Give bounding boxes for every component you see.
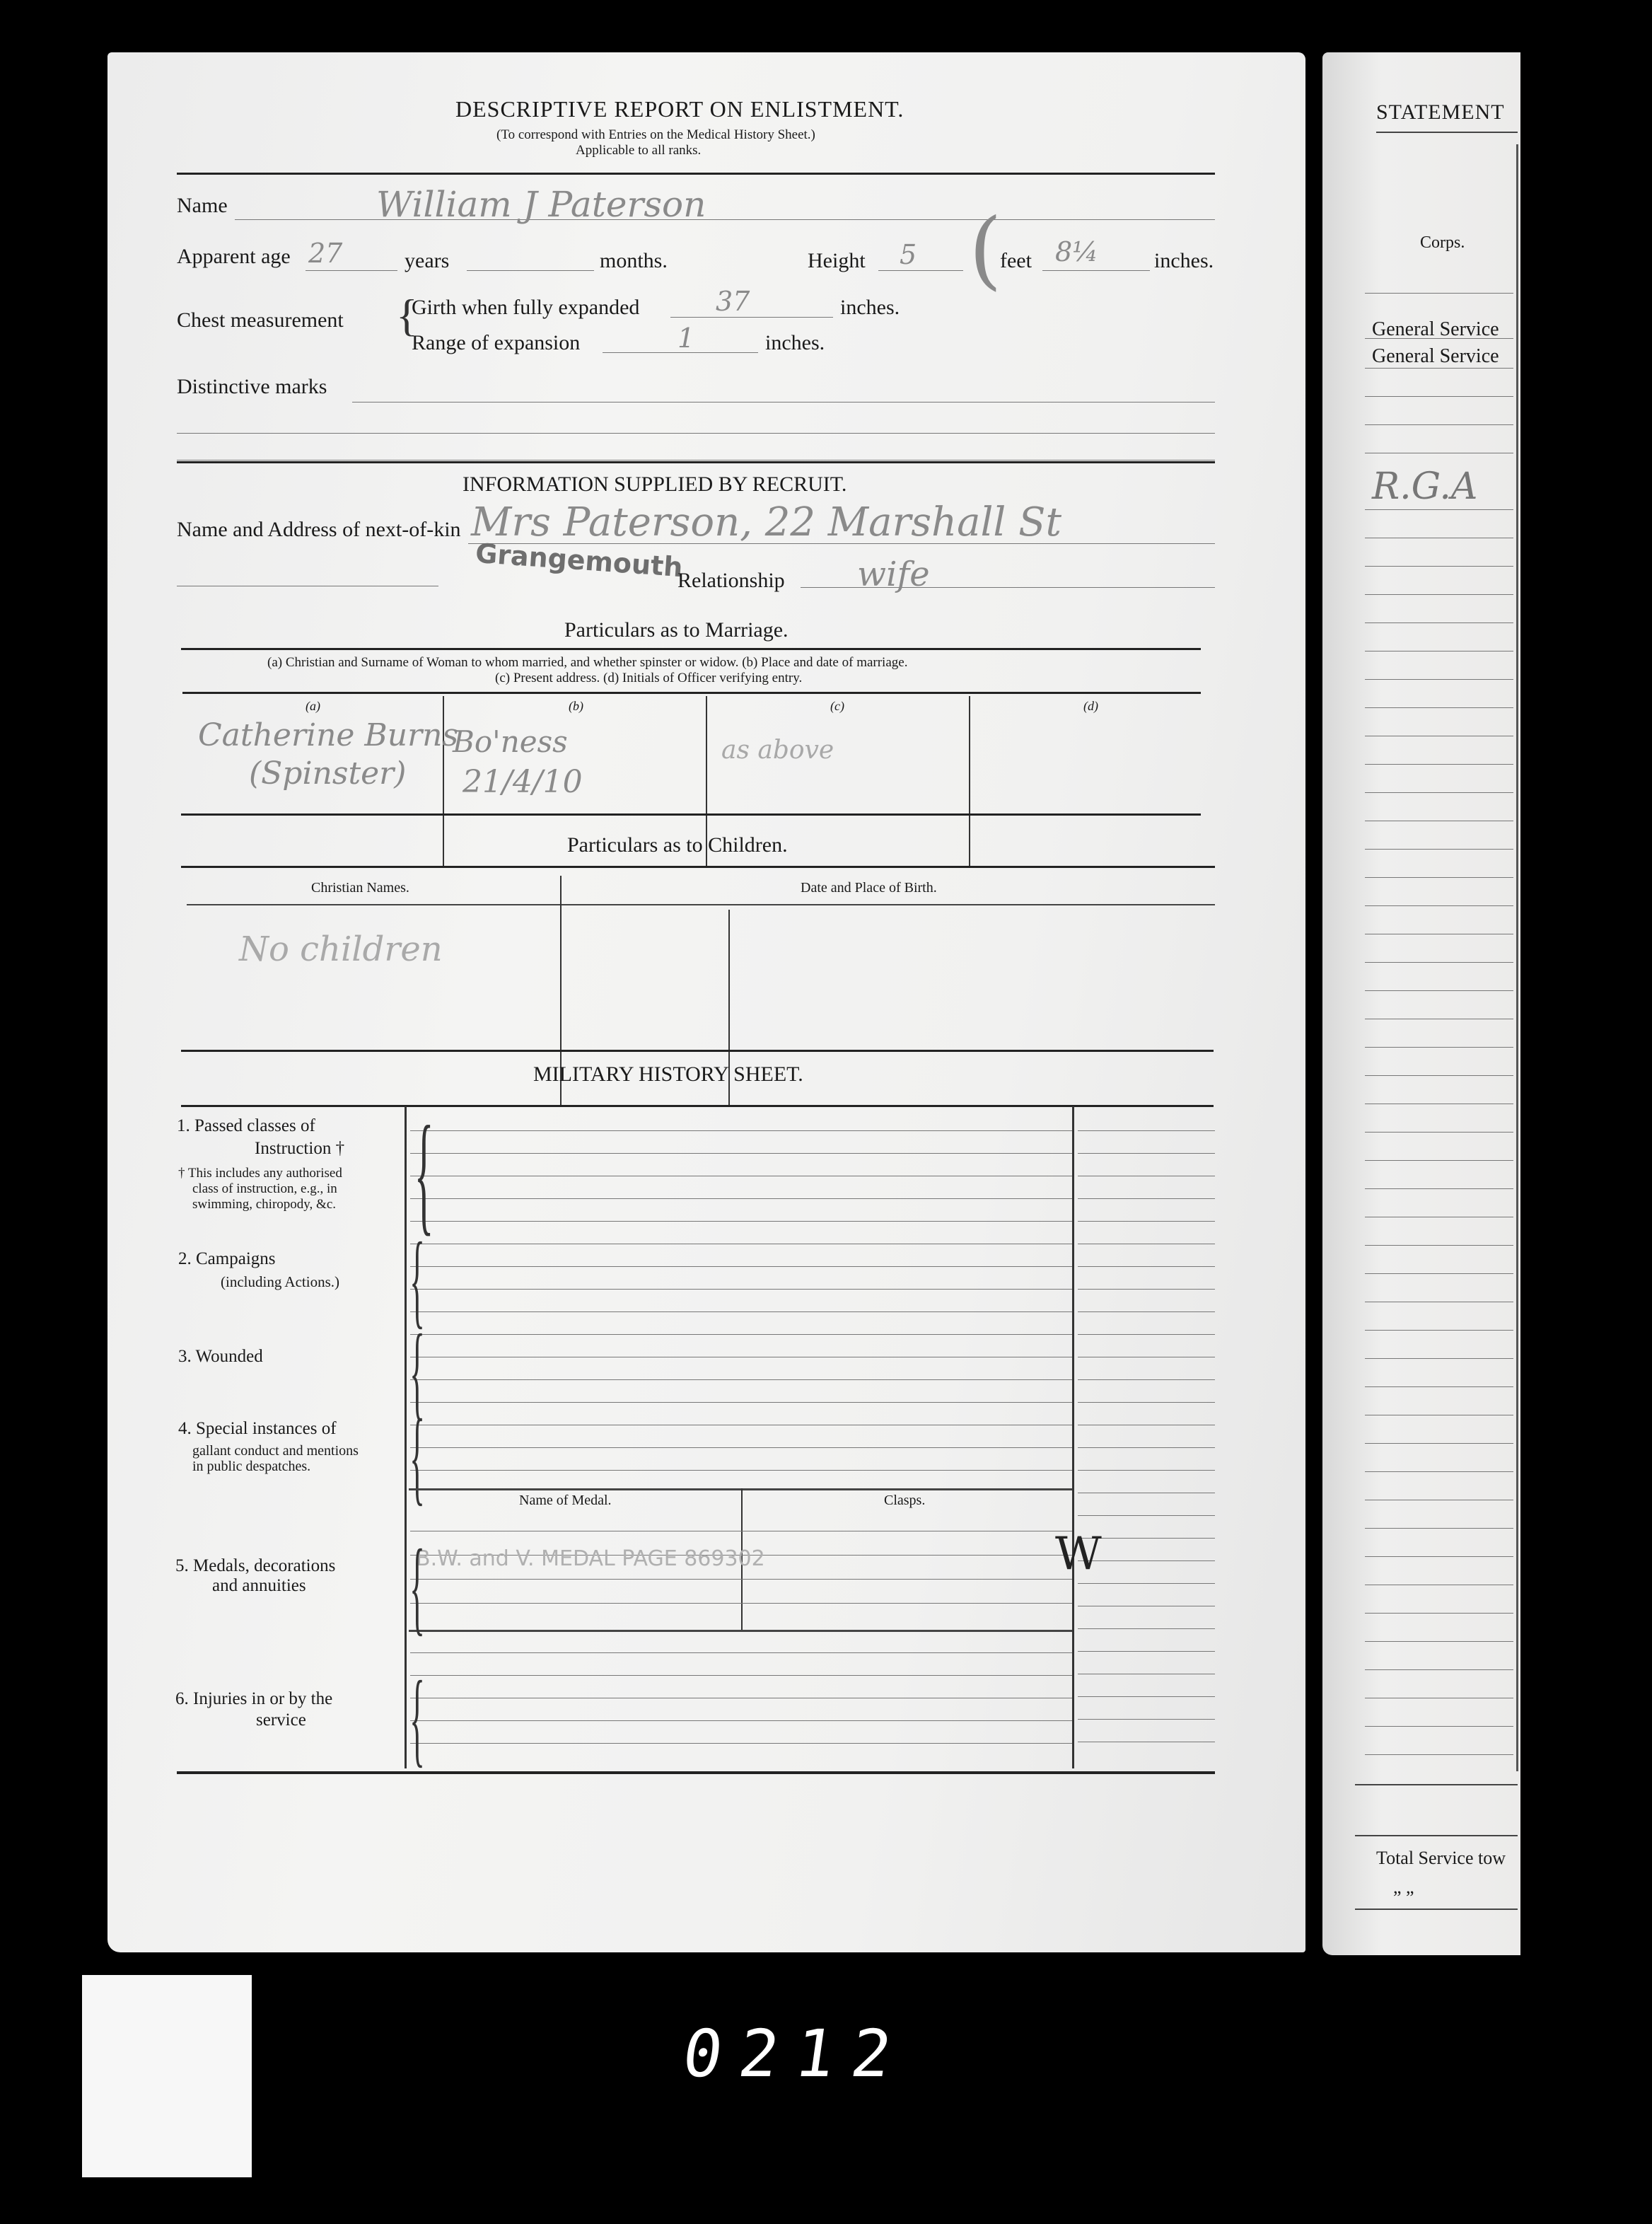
recruit-info-heading: INFORMATION SUPPLIED BY RECRUIT.: [463, 473, 847, 496]
children-value: No children: [239, 929, 443, 969]
years-label: years: [405, 249, 450, 272]
hand-brace-mark: (: [969, 201, 1002, 299]
mil-item1-e: swimming, chiropody, &c.: [192, 1197, 336, 1212]
mil-brace-5: {: [409, 1528, 425, 1645]
mil-brace-6: {: [409, 1660, 425, 1777]
side-gs1: General Service: [1372, 318, 1499, 340]
form-title: DESCRIPTIVE REPORT ON ENLISTMENT.: [455, 96, 904, 122]
feet-label: feet: [1000, 249, 1032, 272]
mil-item3: 3. Wounded: [178, 1347, 263, 1366]
mil-item4-a: 4. Special instances of: [178, 1419, 337, 1438]
kin-stamp: Grangemouth: [474, 537, 684, 584]
girth-value: 37: [716, 286, 750, 317]
age-value: 27: [308, 238, 343, 269]
children-col-birth: Date and Place of Birth.: [801, 880, 937, 896]
name-label: Name: [177, 194, 228, 217]
girth-unit: inches.: [840, 296, 900, 319]
chest-label: Chest measurement: [177, 308, 344, 332]
adjacent-page: [1322, 52, 1520, 1955]
kin-value: Mrs Paterson, 22 Marshall St: [471, 499, 1061, 545]
form-subtitle-1: (To correspond with Entries on the Medical History Sheet.): [496, 127, 815, 142]
range-unit: inches.: [765, 331, 825, 354]
inches-label: inches.: [1154, 249, 1214, 272]
mil-brace-1: {: [414, 1099, 434, 1248]
girth-label: Girth when fully expanded: [412, 296, 640, 319]
marks-label: Distinctive marks: [177, 375, 327, 398]
relationship-value: wife: [857, 555, 930, 594]
mil-item4-c: in public despatches.: [192, 1459, 311, 1474]
months-label: months.: [600, 249, 668, 272]
frame-number: 0212: [677, 2016, 914, 2092]
marriage-col-d: (d): [1083, 699, 1098, 713]
frame-marker-card: [82, 1975, 252, 2177]
height-inches-value: 8¼: [1055, 236, 1099, 267]
enlistment-form-page: [107, 52, 1305, 1952]
height-label: Height: [808, 249, 866, 272]
age-label: Apparent age: [177, 245, 291, 268]
chest-brace: {: [396, 290, 418, 340]
mil-brace-4: {: [409, 1398, 425, 1515]
medal-col-name: Name of Medal.: [519, 1493, 612, 1508]
marriage-col-c: (c): [830, 699, 844, 713]
mil-brace-3: {: [409, 1313, 425, 1430]
range-label: Range of expansion: [412, 331, 581, 354]
side-gs2: General Service: [1372, 345, 1499, 367]
marriage-col-b: (b): [569, 699, 583, 713]
marriage-col-a: (a): [306, 699, 320, 713]
side-hand: R.G.A: [1372, 465, 1478, 508]
medal-stamp: B.W. and V. MEDAL PAGE 869302: [416, 1546, 765, 1571]
marriage-b-value-2: 21/4/10: [463, 764, 583, 800]
mil-item2-a: 2. Campaigns: [178, 1249, 276, 1268]
mil-item1-c: † This includes any authorised: [178, 1166, 342, 1181]
marriage-c-value: as above: [721, 736, 834, 765]
mil-item5-b: and annuities: [212, 1576, 306, 1595]
marriage-a-value-2: (Spinster): [249, 755, 407, 792]
kin-label: Name and Address of next-of-kin: [177, 518, 461, 541]
mil-item1-b: Instruction †: [255, 1139, 345, 1158]
side-corps: Corps.: [1420, 233, 1465, 252]
form-subtitle-2: Applicable to all ranks.: [576, 143, 702, 158]
side-ditto: ” ”: [1393, 1887, 1414, 1908]
side-total: Total Service tow: [1376, 1848, 1506, 1868]
marriage-a-value-1: Catherine Burns: [198, 717, 459, 753]
side-title: STATEMENT: [1376, 100, 1505, 124]
name-value: William J Paterson: [376, 184, 706, 225]
mil-item4-b: gallant conduct and mentions: [192, 1443, 359, 1459]
mil-brace-2: {: [409, 1221, 425, 1338]
marriage-note-2: (c) Present address. (d) Initials of Officer verifying entry.: [495, 671, 803, 685]
mil-item1-d: class of instruction, e.g., in: [192, 1181, 337, 1196]
medal-initials: W: [1055, 1528, 1102, 1580]
mil-item2-b: (including Actions.): [221, 1273, 339, 1290]
mil-item6-a: 6. Injuries in or by the: [175, 1689, 333, 1708]
relationship-label: Relationship: [677, 569, 785, 592]
marriage-heading: Particulars as to Marriage.: [564, 618, 789, 642]
mil-item6-b: service: [256, 1710, 306, 1730]
marriage-b-value-1: Bo'ness: [453, 724, 568, 759]
mil-item5-a: 5. Medals, decorations: [175, 1556, 336, 1575]
marriage-note-1: (a) Christian and Surname of Woman to whom married, and whether spinster or widow. (b) Place and date of marriage.: [267, 655, 908, 670]
height-feet-value: 5: [900, 239, 917, 270]
children-col-names: Christian Names.: [311, 880, 409, 896]
range-value: 1: [677, 323, 695, 354]
mil-item1-a: 1. Passed classes of: [177, 1116, 315, 1135]
medal-col-clasps: Clasps.: [884, 1493, 926, 1508]
military-heading: MILITARY HISTORY SHEET.: [533, 1062, 803, 1086]
children-heading: Particulars as to Children.: [567, 833, 788, 857]
